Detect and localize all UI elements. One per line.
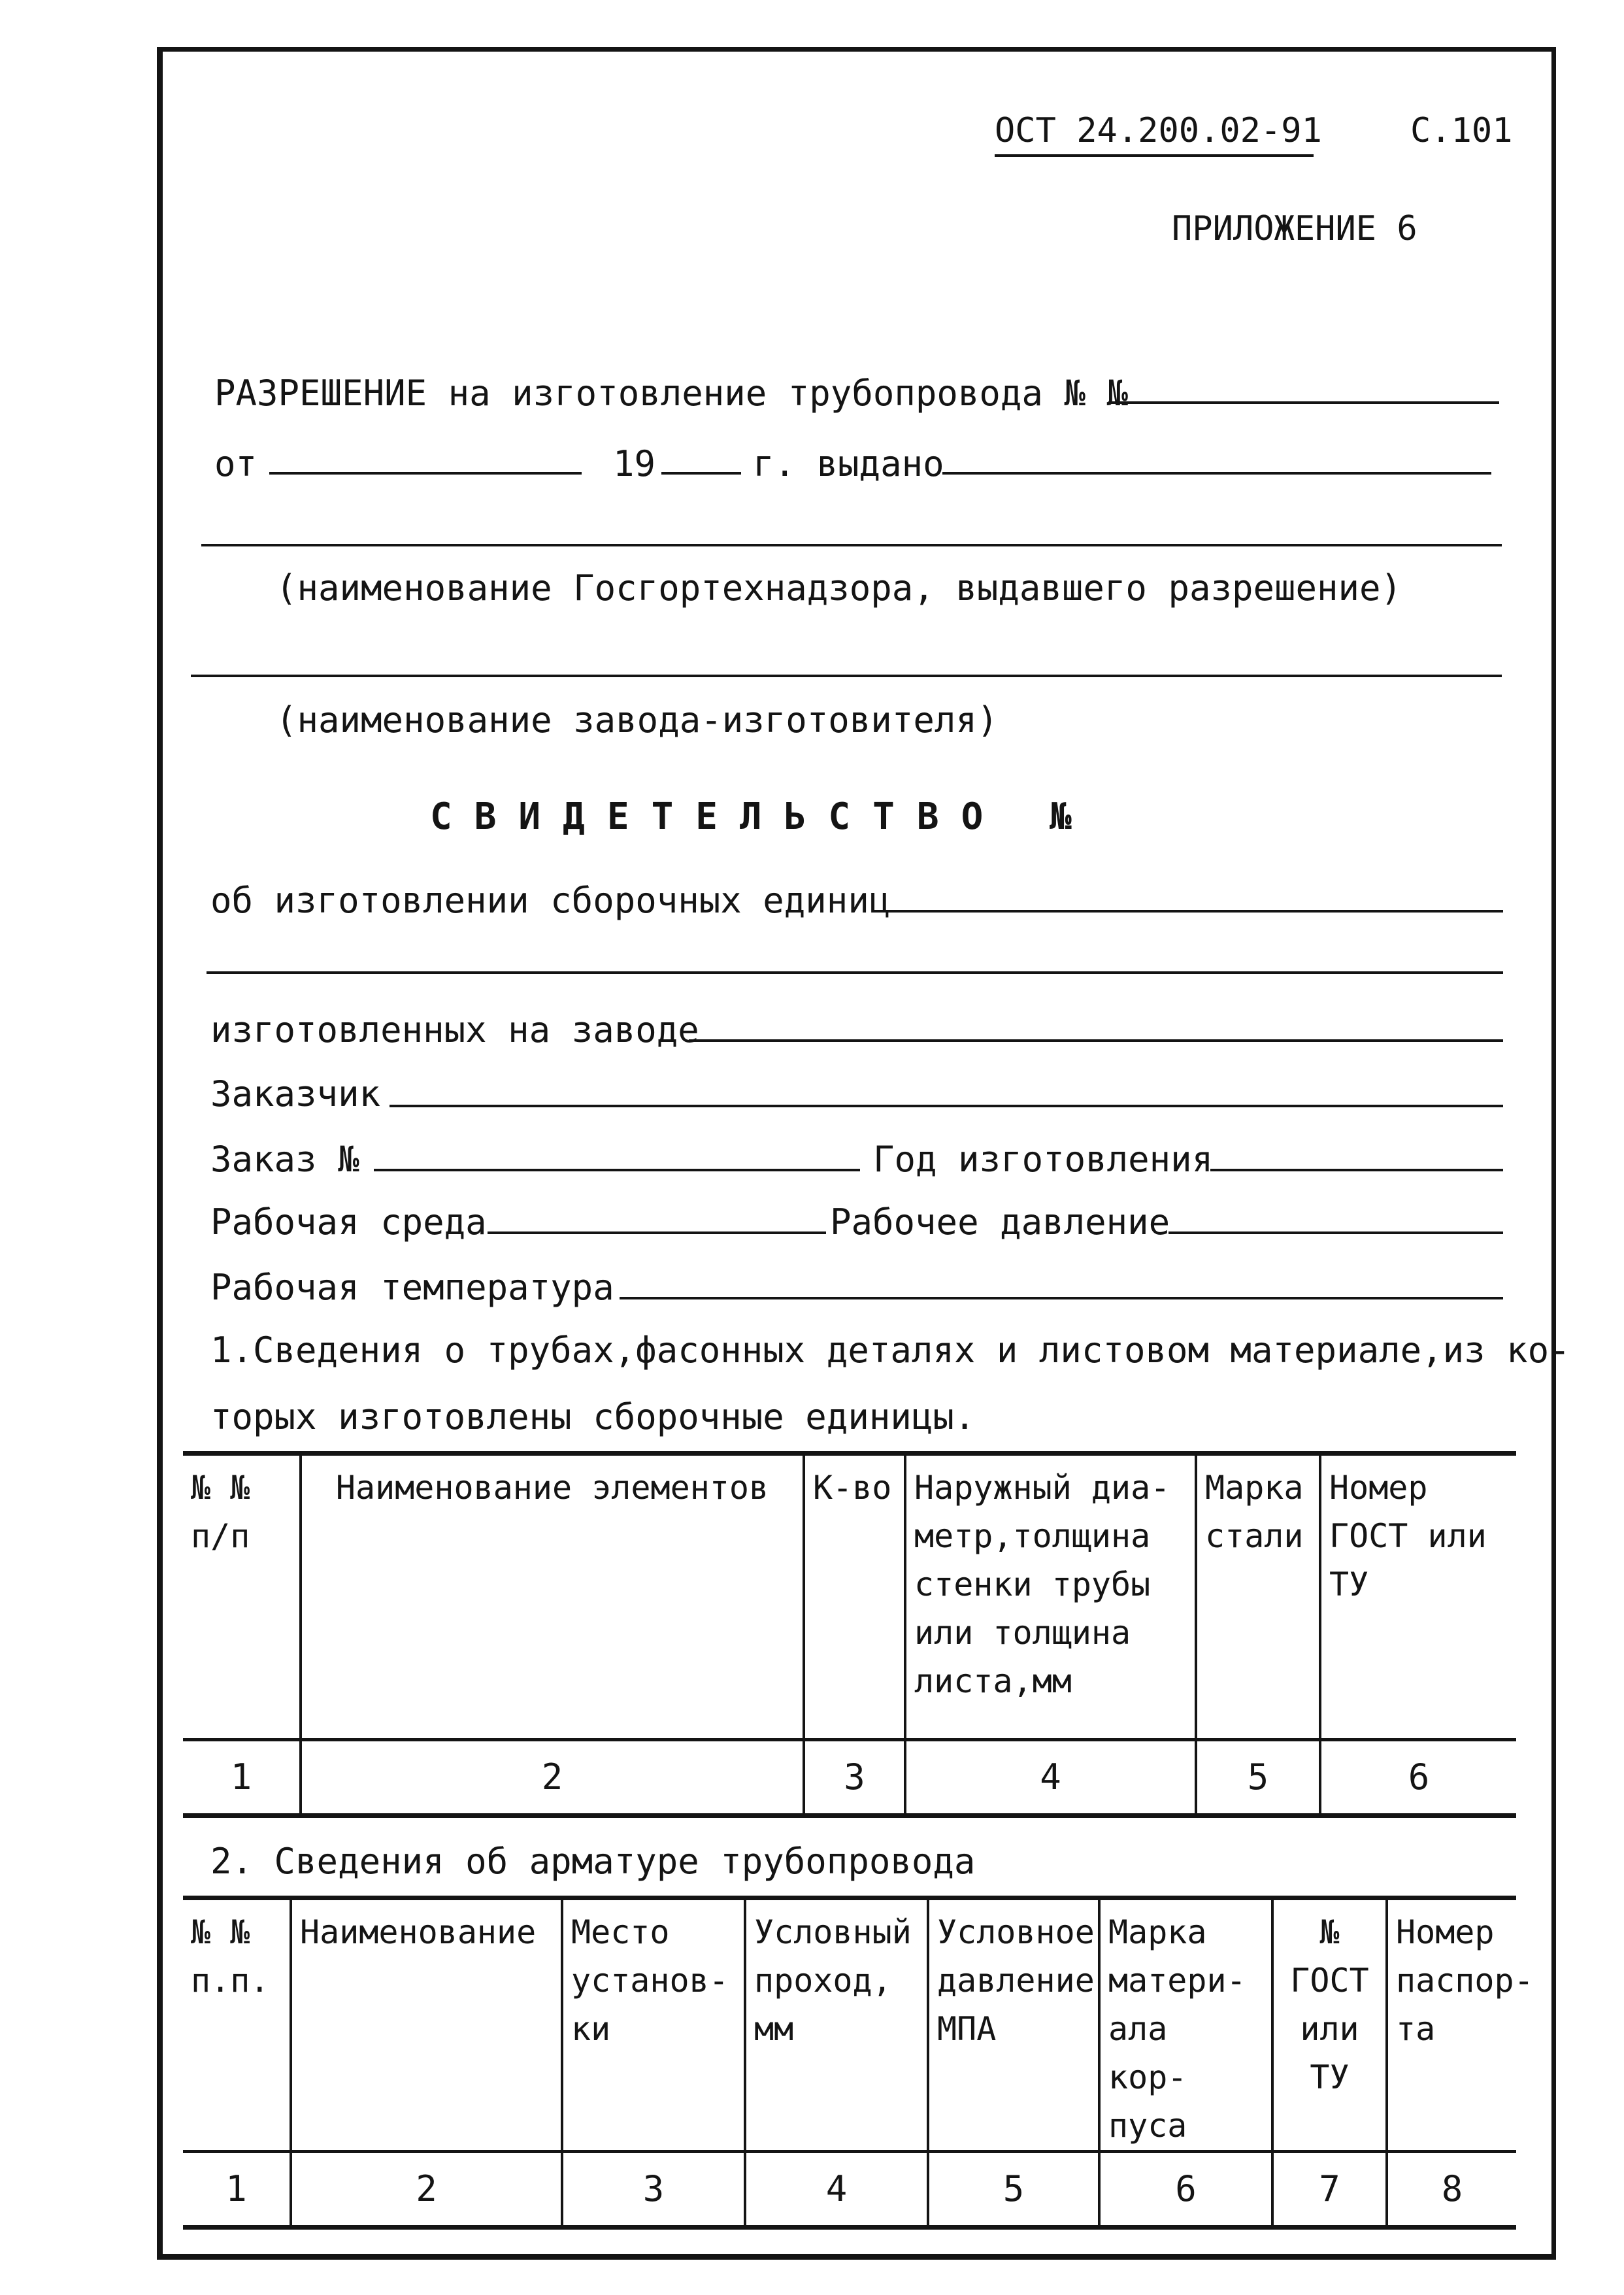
permit-year-field[interactable] — [661, 472, 741, 475]
pipes-num-2: 2 — [301, 1740, 804, 1816]
fittings-col-passport: Номер паспор- та — [1387, 1898, 1516, 2152]
fittings-num-1: 1 — [183, 2152, 291, 2228]
certificate-subject-field-2[interactable] — [207, 971, 1503, 974]
fittings-num-7: 7 — [1272, 2152, 1387, 2228]
fittings-col-location: Место установ- ки — [562, 1898, 745, 2152]
plant-label: изготовленных на заводе — [210, 1009, 699, 1050]
pipes-table — [183, 1451, 1516, 1818]
fittings-col-bore: Условный проход, мм — [745, 1898, 928, 2152]
fittings-num-6: 6 — [1099, 2152, 1272, 2228]
certificate-subject-field[interactable] — [876, 910, 1503, 913]
standard-underline — [995, 154, 1314, 157]
permit-issued-label: г. выдано — [753, 443, 944, 484]
customer-field[interactable] — [389, 1105, 1503, 1107]
pipes-col-qty: К-во — [804, 1454, 905, 1740]
pipes-num-1: 1 — [183, 1740, 301, 1816]
section1-heading-line2: торых изготовлены сборочные единицы. — [210, 1396, 976, 1437]
pipes-num-3: 3 — [804, 1740, 905, 1816]
year-made-label: Год изготовления — [873, 1139, 1214, 1180]
fittings-col-standard: № ГОСТ или ТУ — [1272, 1898, 1387, 2152]
authority-name-field[interactable] — [201, 544, 1502, 546]
year-made-field[interactable] — [1210, 1169, 1503, 1171]
pipes-col-steel: Марка стали — [1196, 1454, 1320, 1740]
plant-note: (наименование завода-изготовителя) — [276, 699, 999, 741]
fittings-table-numbers — [183, 2152, 1516, 2228]
permit-line: РАЗРЕШЕНИЕ на изготовление трубопровода № № — [214, 373, 1128, 414]
medium-field[interactable] — [488, 1231, 826, 1234]
standard-number: ОСТ 24.200.02-91 — [995, 111, 1322, 150]
section2-heading: 2. Сведения об арматуре трубопровода — [210, 1841, 976, 1882]
plant-field[interactable] — [689, 1039, 1503, 1042]
permit-number-field[interactable] — [1108, 401, 1499, 404]
authority-note: (наименование Госгортехнадзора, выдавшего разрешение) — [276, 567, 1402, 609]
fittings-num-3: 3 — [562, 2152, 745, 2228]
section1-heading-line1: 1.Сведения о трубах,фасонных деталях и листовом материале,из ко- — [210, 1330, 1570, 1371]
order-label: Заказ № — [210, 1139, 359, 1180]
pipes-col-dimensions: Наружный диа- метр,толщина стенки трубы или толщина листа,мм — [905, 1454, 1196, 1740]
permit-date-field[interactable] — [269, 472, 582, 475]
pressure-field[interactable] — [1168, 1231, 1503, 1234]
appendix-label: ПРИЛОЖЕНИЕ 6 — [1172, 209, 1417, 248]
fittings-num-8: 8 — [1387, 2152, 1516, 2228]
fittings-table — [183, 1896, 1534, 2230]
certificate-title: СВИДЕТЕЛЬСТВО № — [430, 796, 1094, 838]
customer-label: Заказчик — [210, 1073, 381, 1114]
plant-name-field[interactable] — [191, 675, 1502, 677]
order-field[interactable] — [374, 1169, 860, 1171]
fittings-num-4: 4 — [745, 2152, 928, 2228]
page-number: С.101 — [1410, 111, 1513, 150]
medium-label: Рабочая среда — [210, 1201, 487, 1243]
certificate-subject-label: об изготовлении сборочных единиц — [210, 880, 891, 921]
pipes-col-standard: Номер ГОСТ или ТУ — [1320, 1454, 1516, 1740]
fittings-num-5: 5 — [928, 2152, 1099, 2228]
permit-issuer-field[interactable] — [942, 472, 1491, 475]
fittings-col-index: № № п.п. — [183, 1898, 291, 2152]
permit-from-label: от — [214, 443, 257, 484]
pipes-num-4: 4 — [905, 1740, 1196, 1816]
fittings-table-header — [183, 1898, 1516, 2152]
permit-year-label: 19 — [613, 443, 656, 484]
fittings-col-name: Наименование — [291, 1898, 562, 2152]
fittings-num-2: 2 — [291, 2152, 562, 2228]
temperature-field[interactable] — [620, 1297, 1503, 1299]
pipes-table-numbers — [183, 1740, 1516, 1816]
fittings-col-pressure: Условное давление МПА — [928, 1898, 1099, 2152]
pipes-num-5: 5 — [1196, 1740, 1320, 1816]
pipes-col-name: Наименование элементов — [301, 1454, 804, 1740]
fittings-col-body-material: Марка матери- ала кор- пуса — [1099, 1898, 1272, 2152]
pressure-label: Рабочее давление — [830, 1201, 1170, 1243]
pipes-col-index: № № п/п — [183, 1454, 301, 1740]
pipes-table-header — [183, 1454, 1516, 1740]
pipes-num-6: 6 — [1320, 1740, 1516, 1816]
temperature-label: Рабочая температура — [210, 1267, 614, 1308]
